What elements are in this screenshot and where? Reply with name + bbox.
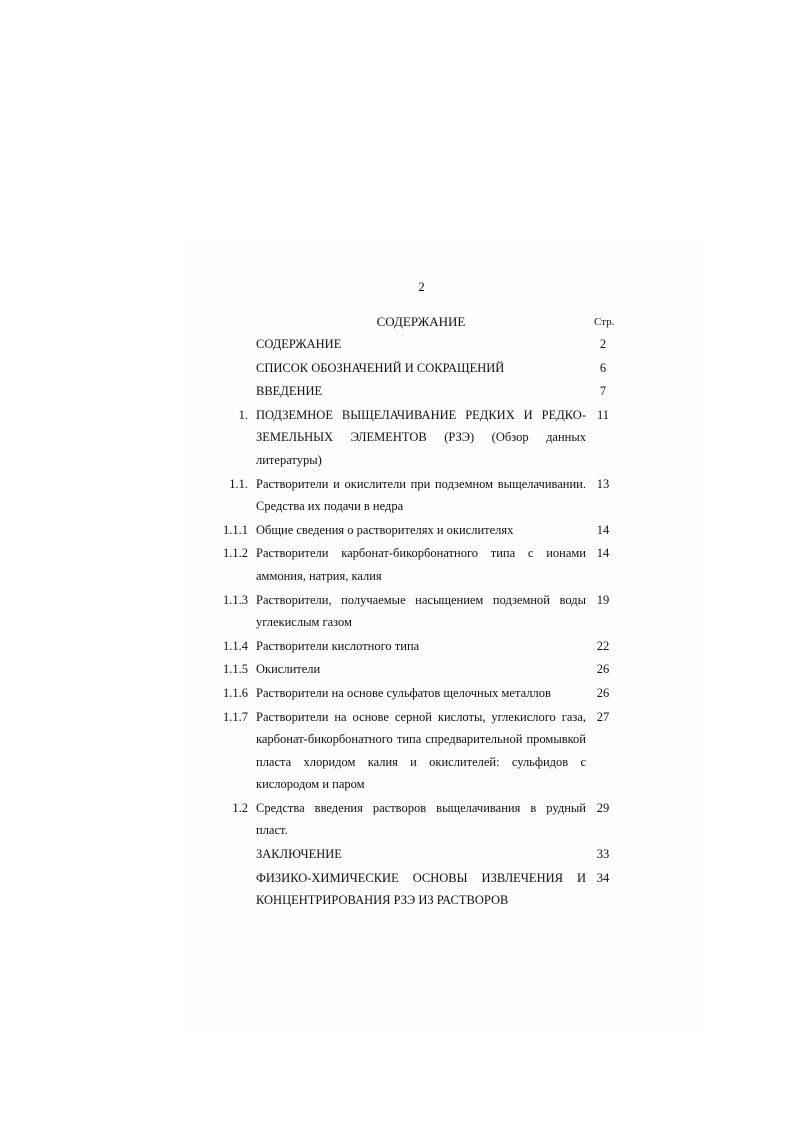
toc-entry bbox=[210, 404, 620, 472]
toc-entry-number: 1.1. bbox=[229, 476, 248, 491]
toc-entry-page: 26 bbox=[596, 662, 610, 677]
toc-entry-number: 1.1.4 bbox=[223, 638, 248, 653]
toc-entry-page: 14 bbox=[596, 522, 610, 537]
toc-entry-number: 1.1.2 bbox=[223, 546, 248, 561]
toc-entry-page: 27 bbox=[596, 709, 610, 724]
toc-entry-page: 22 bbox=[596, 638, 610, 653]
toc-entry bbox=[210, 843, 620, 866]
toc-entry bbox=[210, 797, 620, 842]
toc-entry-page: 11 bbox=[596, 407, 610, 422]
toc-entry-number: 1.1.3 bbox=[223, 592, 248, 607]
toc-entry-title: ФИЗИКО-ХИМИЧЕСКИЕ ОСНОВЫ ИЗВЛЕЧЕНИЯ И КОНЦЕНТРИРОВАНИЯ РЗЭ ИЗ РАСТВОРОВ bbox=[256, 870, 586, 908]
toc-entry-title: Растворители кислотного типа bbox=[256, 638, 420, 653]
toc-entry-page: 26 bbox=[596, 685, 610, 700]
toc-entry-title: Окислители bbox=[256, 662, 321, 677]
toc-entry-number: 1.1.6 bbox=[223, 685, 248, 700]
toc-entry-page: 34 bbox=[596, 870, 610, 885]
toc-entry bbox=[210, 473, 620, 518]
toc-entry-page: 13 bbox=[596, 476, 610, 491]
toc-entry-title: Растворители на основе серной кислоты, углекислого газа, карбонат-бикорбонатного типа спредварительной промывкой пласта хлоридом калия и окислителей: сульфидов с кислородом и паром bbox=[256, 709, 586, 792]
toc-entry-title: Растворители, получаемые насыщением подземной воды углекислым газом bbox=[256, 592, 586, 630]
toc-entry bbox=[210, 519, 620, 542]
toc-entry-title: СОДЕРЖАНИЕ bbox=[256, 337, 342, 351]
toc-entry bbox=[210, 706, 620, 796]
toc-entry bbox=[210, 635, 620, 658]
toc-entry-title: Растворители на основе сульфатов щелочных металлов bbox=[256, 685, 551, 700]
toc-entry-number: 1.2 bbox=[232, 800, 248, 815]
toc-entry-title: ВВЕДЕНИЕ bbox=[256, 384, 323, 399]
toc-entry-title: ЗАКЛЮЧЕНИЕ bbox=[256, 847, 342, 862]
toc-entry bbox=[210, 867, 620, 912]
toc-entry bbox=[210, 357, 620, 380]
toc-entry-page: 19 bbox=[596, 592, 610, 607]
toc-entry bbox=[210, 682, 620, 705]
table-of-contents bbox=[210, 333, 620, 913]
toc-entry-title: Растворители карбонат-бикорбонатного типа с ионами аммония, натрия, калия bbox=[256, 546, 586, 583]
toc-entry-page: 6 bbox=[599, 360, 607, 375]
toc-entry bbox=[210, 333, 620, 356]
toc-entry-title: Средства введения растворов выщелачивания в рудный пласт. bbox=[256, 800, 586, 838]
toc-entry-page: 2 bbox=[599, 337, 607, 351]
page-number: 2 bbox=[418, 279, 425, 294]
toc-entry-page: 33 bbox=[596, 847, 610, 862]
toc-entry bbox=[210, 542, 620, 587]
toc-entry-page: 29 bbox=[596, 800, 610, 815]
toc-entry-number: 1.1.1 bbox=[223, 522, 248, 537]
page-column-header: Стр. bbox=[594, 316, 615, 328]
toc-entry bbox=[210, 589, 620, 634]
toc-entry-number: 1.1.7 bbox=[223, 709, 248, 724]
toc-entry-title: Растворители и окислители при подземном выщелачивании. Средства их подачи в недра bbox=[256, 476, 586, 514]
toc-entry bbox=[210, 380, 620, 403]
toc-entry-page: 14 bbox=[596, 546, 610, 561]
toc-entry-number: 1. bbox=[238, 407, 248, 422]
toc-entry-number: 1.1.5 bbox=[223, 662, 248, 677]
toc-heading: СОДЕРЖАНИЕ bbox=[376, 314, 466, 329]
toc-entry-page: 7 bbox=[599, 384, 607, 399]
toc-entry-title: СПИСОК ОБОЗНАЧЕНИЙ И СОКРАЩЕНИЙ bbox=[256, 360, 505, 375]
toc-entry-title: ПОДЗЕМНОЕ ВЫЩЕЛАЧИВАНИЕ РЕДКИХ И РЕДКО-ЗЕМЕЛЬНЫХ ЭЛЕМЕНТОВ (РЗЭ) (Обзор данных литературы) bbox=[256, 407, 586, 467]
toc-entry-title: Общие сведения о растворителях и окислителях bbox=[256, 522, 514, 537]
toc-entry bbox=[210, 658, 620, 681]
